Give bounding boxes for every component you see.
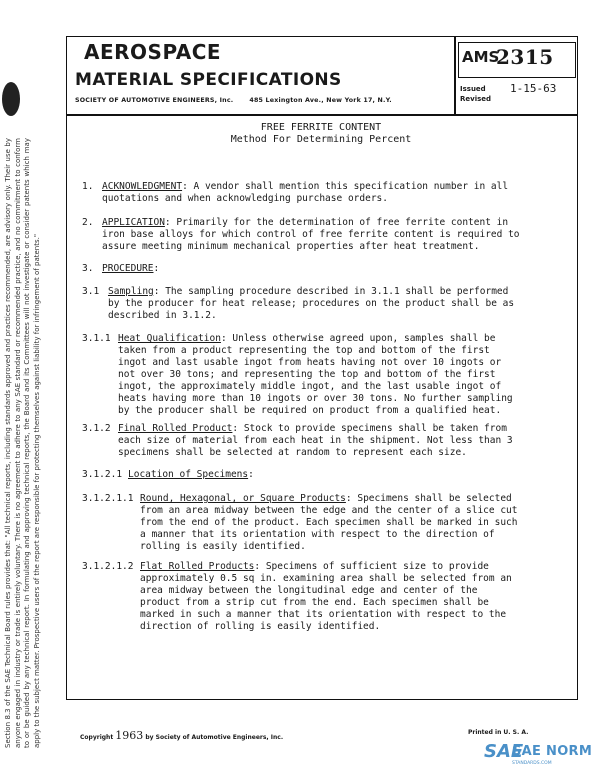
copyright-label: Copyright — [80, 734, 114, 741]
header-society-line — [75, 97, 392, 104]
header-divider-vertical — [454, 36, 456, 114]
issue-labels — [460, 84, 491, 104]
header-title-aerospace: AEROSPACE — [84, 40, 222, 64]
section-text: : Unless otherwise agreed upon, samples shall be taken from a product representing the top and bottom of the first ingot and last usable ingot from heats having not over 10 ingots or not over 30 tons; and representing the top and bottom of the first ingot, the approximately middle ingot, and the last usable ingot of heats having more than 10 ingots or over 30 tons. No further sampling by the producer shall be required on product from a qualified heat. — [118, 333, 513, 416]
section-heading: ACKNOWLEDGMENT — [102, 181, 183, 192]
sae-logo-icon: SAE — [484, 741, 524, 762]
section-text: : — [248, 469, 254, 480]
document-subtitle: Method For Determining Percent — [230, 134, 412, 145]
section-body — [108, 286, 520, 322]
section-body — [140, 493, 520, 553]
section-number: 3.1.2.1.2 — [82, 561, 134, 572]
issued-date: 1-15-63 — [510, 82, 557, 95]
section-body — [140, 561, 520, 633]
section-number: 3.1.2 — [82, 423, 111, 434]
section-body — [102, 217, 522, 253]
section-body — [102, 263, 522, 275]
footer-printed: Printed in U. S. A. — [468, 729, 529, 736]
section-text: : Stock to provide specimens shall be taken from each size of material from each heat in the shipment. Not less than 3 specimens shall be selected at random to represent each size. — [118, 423, 513, 458]
section-heading: PROCEDURE — [102, 263, 154, 274]
ams-label: AMS — [462, 48, 500, 66]
section-number: 3. — [82, 263, 94, 274]
society-address: 485 Lexington Ave., New York 17, N.Y. — [249, 97, 392, 104]
header-title-material-specifications: MATERIAL SPECIFICATIONS — [75, 70, 342, 90]
section-body — [118, 333, 520, 417]
section-heading: Sampling — [108, 286, 154, 297]
issued-label: Issued — [460, 85, 486, 93]
sae-disclaimer-sidebar: Section 8.3 of the SAE Technical Board rules provides that: "All technical reports, including standards approved and practices recommended, are advisory only. Their use by anyone engaged in industry or trade is entirely voluntary. There is no agreement to adhere to any SAE standard or recommended practice, and no commitment to conform to or be guided by any technical report. In formulating and approving technical reports, the Board and its Committees will not investigate or consider patents which may apply to the subject matter. Prospective users of the report are responsible for protecting themselves against liability for infringement of patents." — [4, 138, 41, 748]
section-heading: Round, Hexagonal, or Square Products — [140, 493, 346, 504]
section-heading: Location of Specimens — [128, 469, 249, 480]
copyright-holder: by Society of Automotive Engineers, Inc. — [145, 734, 284, 741]
header-divider-horizontal — [66, 114, 578, 116]
document-title: FREE FERRITE CONTENT — [260, 122, 382, 133]
section-number: 2. — [82, 217, 94, 228]
section-text: : Primarily for the determination of free ferrite content in iron base alloys for which control of free ferrite content is required to assure meeting minimum mechanical properties after heat treatment. — [102, 217, 520, 252]
section-number: 3.1.2.1.1 — [82, 493, 134, 504]
footer-copyright — [80, 729, 283, 742]
ams-number: 2315 — [496, 45, 554, 69]
section-body — [128, 469, 520, 481]
section-text: : Specimens of sufficient size to provide approximately 0.5 sq in. examining area shall be selected from an area midway between the longitudinal edge and center of the product from a strip cut from the end. Each specimen shall be marked in such a manner that its orientation with respect to the direction of rolling is easily identified. — [140, 561, 512, 632]
section-number: 1. — [82, 181, 94, 192]
section-heading: Heat Qualification — [118, 333, 221, 344]
section-number: 3.1.2.1 — [82, 469, 123, 480]
section-heading: Flat Rolled Products — [140, 561, 255, 572]
section-body — [102, 181, 522, 205]
section-heading: Final Rolled Product — [118, 423, 233, 434]
section-text: : The sampling procedure described in 3.1.1 shall be performed by the producer for heat release; procedures on the product shall be as described in 3.1.2. — [108, 286, 515, 321]
section-text: : A vendor shall mention this specification number in all quotations and when acknowledging purchase orders. — [102, 181, 509, 204]
section-heading: APPLICATION — [102, 217, 165, 228]
section-number: 3.1.1 — [82, 333, 111, 344]
watermark-subtext: STANDARDS.COM — [512, 761, 552, 766]
society-name: SOCIETY OF AUTOMOTIVE ENGINEERS, Inc. — [75, 97, 234, 104]
section-number: 3.1 — [82, 286, 100, 297]
section-body — [118, 423, 520, 459]
copyright-year: 1963 — [115, 729, 144, 742]
watermark-text: SAE NORM — [512, 744, 593, 759]
section-text: : Specimens shall be selected from an area midway between the edge and the center of a slice cut from the end of the product. Each specimen shall be marked in such a manner that its orientation with respect to the direction of rolling is easily identified. — [140, 493, 518, 552]
revised-label: Revised — [460, 95, 492, 103]
binding-hole-mark — [2, 82, 20, 116]
section-text: : — [153, 263, 160, 274]
